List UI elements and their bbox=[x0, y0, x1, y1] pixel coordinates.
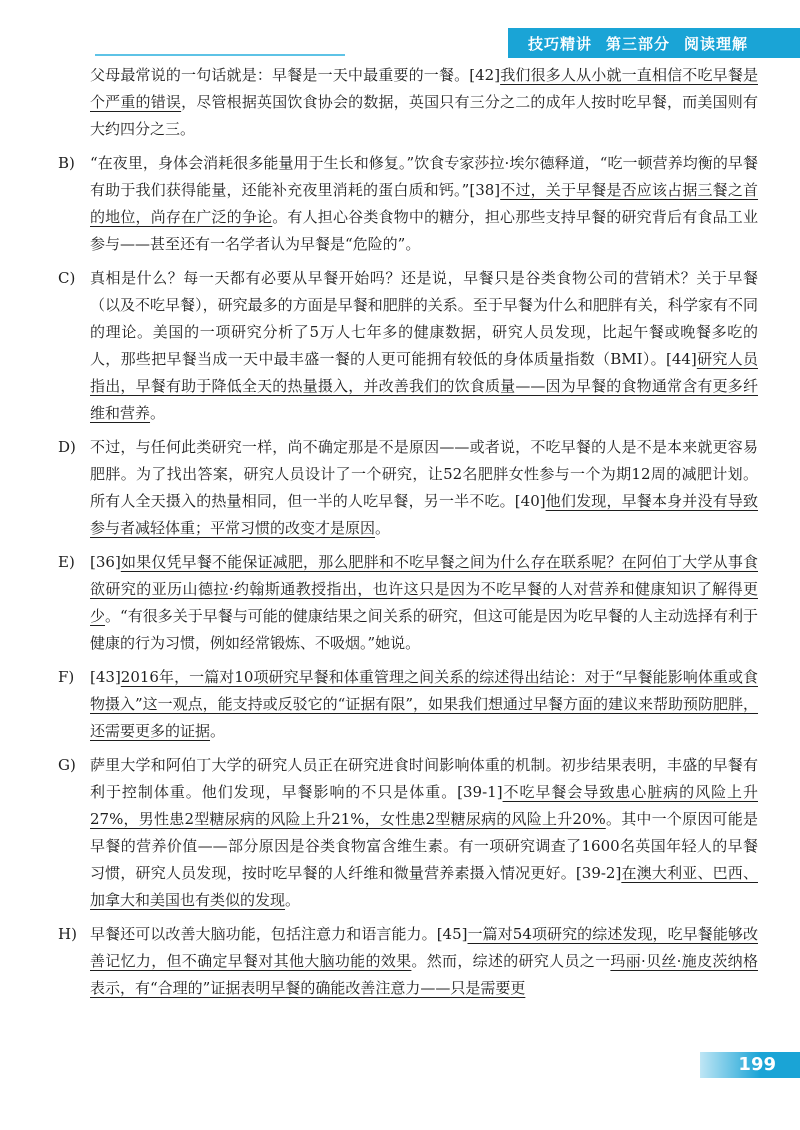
underlined-sentence: 不过，关于早餐是否应该占据三餐之首的地位，尚存在广泛的争论 bbox=[90, 181, 758, 226]
underlined-sentence: 我们很多人从小就一直相信不吃早餐是个严重的错误 bbox=[90, 66, 758, 111]
paragraph-text: 萨里大学和阿伯丁大学的研究人员正在研究进食时间影响体重的机制。初步结果表明，丰盛的早餐有利于控制体重。他们发现，早餐影响的不只是体重。[39-1]不吃早餐会导致患心脏病的风险上升27%，男性患2型糖尿病的风险上升21%，女性患2型糖尿病的风险上升20%。其中一个原因可能是早餐的营养价值——部分原因是谷类食物富含维生素。有一项研究调查了1600名英国年轻人的早餐习惯，研究人员发现，按时吃早餐的人纤维和微量营养素摄入情况更好。[39-2]在澳大利亚、巴西、加拿大和美国也有类似的发现。 bbox=[90, 756, 758, 909]
paragraph-D bbox=[58, 434, 758, 542]
article-body bbox=[58, 62, 758, 1009]
paragraph-text: 父母最常说的一句话就是：早餐是一天中最重要的一餐。[42]我们很多人从小就一直相信不吃早餐是个严重的错误，尽管根据英国饮食协会的数据，英国只有三分之二的成年人按时吃早餐，而美国则有大约四分之三。 bbox=[90, 66, 758, 138]
underlined-sentence: 在澳大利亚、巴西、加拿大和美国也有类似的发现 bbox=[90, 864, 758, 909]
paragraph-text: [36]如果仅凭早餐不能保证减肥，那么肥胖和不吃早餐之间为什么存在联系呢？在阿伯丁大学从事食欲研究的亚历山德拉·约翰斯通教授指出，也许这只是因为不吃早餐的人对营养和健康知识了解得更少。“有很多关于早餐与可能的健康结果之间关系的研究，但这可能是因为吃早餐的人主动选择有利于健康的行为习惯，例如经常锻炼、不吸烟。”她说。 bbox=[90, 553, 758, 652]
underlined-sentence: 一篇对54项研究的综述发现，吃早餐能够改善记忆力，但不确定早餐对其他大脑功能的效果 bbox=[90, 925, 758, 970]
paragraph-text: “在夜里，身体会消耗很多能量用于生长和修复。”饮食专家莎拉·埃尔德释道，“吃一顿营养均衡的早餐有助于我们获得能量，还能补充夜里消耗的蛋白质和钙。”[38]不过，关于早餐是否应该占据三餐之首的地位，尚存在广泛的争论。有人担心谷类食物中的糖分，担心那些支持早餐的研究背后有食品工业参与——甚至还有一名学者认为早餐是“危险的”。 bbox=[90, 154, 758, 253]
header-band bbox=[508, 28, 800, 58]
paragraph-text: 早餐还可以改善大脑功能，包括注意力和语言能力。[45]一篇对54项研究的综述发现，吃早餐能够改善记忆力，但不确定早餐对其他大脑功能的效果。然而，综述的研究人员之一玛丽·贝丝·施皮茨纳格表示，有“合理的”证据表明早餐的确能改善注意力——只是需要更 bbox=[90, 925, 758, 997]
underlined-sentence: 如果仅凭早餐不能保证减肥，那么肥胖和不吃早餐之间为什么存在联系呢？在阿伯丁大学从事食欲研究的亚历山德拉·约翰斯通教授指出，也许这只是因为不吃早餐的人对营养和健康知识了解得更少 bbox=[90, 553, 758, 625]
paragraph-label: G) bbox=[58, 756, 76, 774]
paragraph-label: E) bbox=[58, 553, 75, 571]
header-section-1: 技巧精讲 bbox=[528, 34, 593, 53]
header-section-3: 阅读理解 bbox=[684, 34, 749, 53]
paragraph-G bbox=[58, 752, 758, 914]
header-rule bbox=[95, 54, 345, 56]
paragraph-B bbox=[58, 150, 758, 258]
underlined-sentence: 玛丽·贝丝·施皮茨纳格表示，有“合理的”证据表明早餐的确能改善注意力——只是需要更 bbox=[90, 952, 758, 997]
paragraph-intro bbox=[58, 62, 758, 143]
paragraph-F bbox=[58, 664, 758, 745]
page-number: 199 bbox=[738, 1054, 776, 1075]
paragraph-label: F) bbox=[58, 668, 75, 686]
underlined-sentence: 不吃早餐会导致患心脏病的风险上升27%，男性患2型糖尿病的风险上升21%，女性患2型糖尿病的风险上升20% bbox=[90, 783, 758, 828]
paragraph-text: [43]2016年，一篇对10项研究早餐和体重管理之间关系的综述得出结论：对于“早餐能影响体重或食物摄入”这一观点，能支持或反驳它的“证据有限”，如果我们想通过早餐方面的建议来帮助预防肥胖，还需要更多的证据。 bbox=[90, 668, 759, 740]
paragraph-label: C) bbox=[58, 269, 76, 287]
header-section-2: 第三部分 bbox=[606, 34, 671, 53]
underlined-sentence: 研究人员指出，早餐有助于降低全天的热量摄入，并改善我们的饮食质量——因为早餐的食物通常含有更多纤维和营养 bbox=[90, 350, 758, 422]
paragraph-label: H) bbox=[58, 925, 77, 943]
paragraph-text: 真相是什么？每一天都有必要从早餐开始吗？还是说，早餐只是谷类食物公司的营销术？关于早餐（以及不吃早餐），研究最多的方面是早餐和肥胖的关系。至于早餐为什么和肥胖有关，科学家有不同的理论。美国的一项研究分析了5万人七年多的健康数据，研究人员发现，比起午餐或晚餐多吃的人，那些把早餐当成一天中最丰盛一餐的人更可能拥有较低的身体质量指数（BMI）。[44]研究人员指出，早餐有助于降低全天的热量摄入，并改善我们的饮食质量——因为早餐的食物通常含有更多纤维和营养。 bbox=[90, 269, 758, 422]
paragraph-text: 不过，与任何此类研究一样，尚不确定那是不是原因——或者说，不吃早餐的人是不是本来就更容易肥胖。为了找出答案，研究人员设计了一个研究，让52名肥胖女性参与一个为期12周的减肥计划。所有人全天摄入的热量相同，但一半的人吃早餐，另一半不吃。[40]他们发现，早餐本身并没有导致参与者减轻体重；平常习惯的改变才是原因。 bbox=[90, 438, 758, 537]
paragraph-C bbox=[58, 265, 758, 427]
underlined-sentence: 他们发现，早餐本身并没有导致参与者减轻体重；平常习惯的改变才是原因 bbox=[90, 492, 758, 537]
paragraph-H bbox=[58, 921, 758, 1002]
paragraph-E bbox=[58, 549, 758, 657]
paragraph-label: D) bbox=[58, 438, 76, 456]
paragraph-label: B) bbox=[58, 154, 75, 172]
underlined-sentence: 2016年，一篇对10项研究早餐和体重管理之间关系的综述得出结论：对于“早餐能影响体重或食物摄入”这一观点，能支持或反驳它的“证据有限”，如果我们想通过早餐方面的建议来帮助预防肥胖，还需要更多的证据 bbox=[90, 668, 759, 740]
